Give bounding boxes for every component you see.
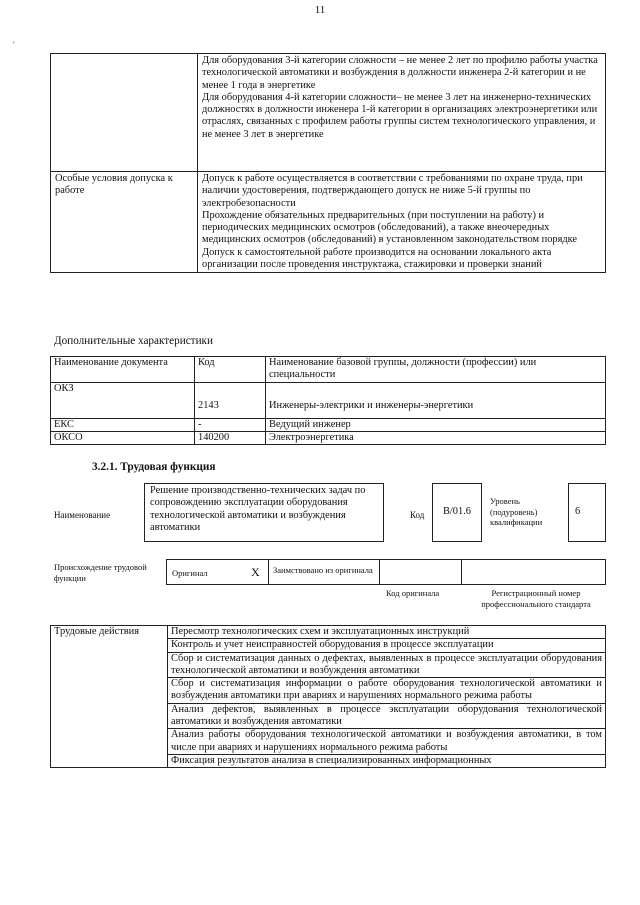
cell: Инженеры-электрики и инженеры-энергетики <box>266 382 606 418</box>
row-content <box>198 54 606 172</box>
row-label <box>51 54 198 172</box>
paragraph: Допуск к работе осуществляется в соответствии с требованиями по охране труда, при наличии удостоверения, подтверждающего допуск не ниже 5-й группы по электробезопасности <box>202 173 583 209</box>
action-cell: Пересмотр технологических схем и эксплуатационных инструкций <box>168 626 606 639</box>
reg-number-box <box>461 559 606 585</box>
header-cell: Код <box>195 357 266 383</box>
paragraph: Для оборудования 3-й категории сложности – не менее 2 лет по профилю работы участка технологической автоматики и возбуждения в должности инженера 2-й категории и не менее 1 года в энергетике <box>202 55 598 91</box>
characteristics-table <box>50 356 606 445</box>
table-row <box>51 54 606 172</box>
row-content <box>198 172 606 273</box>
header-cell: Наименование документа <box>51 357 195 383</box>
cell: Ведущий инженер <box>266 418 606 431</box>
function-code-box: B/01.6 <box>432 483 482 542</box>
action-cell: Контроль и учет неисправностей оборудования в процессе эксплуатации <box>168 639 606 652</box>
level-label: Уровень (подуровень) квалификации <box>490 496 543 527</box>
requirements-table <box>50 53 606 273</box>
cell: 140200 <box>195 431 266 444</box>
original-box <box>166 559 269 585</box>
table-row <box>51 418 606 431</box>
page-number: 11 <box>314 4 326 16</box>
level-value-box: 6 <box>568 483 606 542</box>
table-row <box>51 626 606 639</box>
table-header-row <box>51 357 606 383</box>
name-label: Наименование <box>54 510 111 520</box>
borrowed-label: Заимствовано из оригинала <box>273 565 373 575</box>
origin-label: Происхождение трудовой функции <box>54 562 147 583</box>
paragraph: Допуск к самостоятельной работе производится на основании локального акта организации после проведения инструктажа, стажировки и проверки знаний <box>202 246 552 271</box>
cell: ЕКС <box>51 418 195 431</box>
row-label: Особые условия допуска к работе <box>51 172 198 273</box>
code-original-box <box>379 559 462 585</box>
header-cell: Наименование базовой группы, должности (профессии) или специальности <box>266 357 606 383</box>
action-cell: Фиксация результатов анализа в специализированных информационных <box>168 754 606 767</box>
reg-number-label: Регистрационный номер профессионального стандарта <box>481 588 591 609</box>
function-name-box: Решение производственно-технических задач по сопровождению эксплуатации оборудования технологической автоматики и возбуждения автоматики <box>144 483 384 542</box>
cell: ОКСО <box>51 431 195 444</box>
action-cell: Сбор и систематизация данных о дефектах, выявленных в процессе эксплуатации оборудования технологической автоматики и возбуждения автоматики <box>168 652 606 678</box>
action-cell: Сбор и систематизация информации о работе оборудования технологической автоматики и возбуждения автоматики при авариях и нарушениях нормального режима работы <box>168 678 606 704</box>
cell: Электроэнергетика <box>266 431 606 444</box>
table-row <box>51 382 606 418</box>
code-original-label: Код оригинала <box>386 588 440 598</box>
additional-characteristics-title: Дополнительные характеристики <box>54 335 213 347</box>
margin-mark: ' <box>13 40 15 50</box>
paragraph: Для оборудования 4-й категории сложности– не менее 3 лет на инженерно-технических должностях в должности инженера 1-й категории в организациях электроэнергетики или отраслях, связанных с профилем работы группы систем технологического управления, и не менее 3 лет в энергетике <box>202 91 598 140</box>
cell: 2143 <box>195 382 266 418</box>
cell: - <box>195 418 266 431</box>
action-cell: Анализ работы оборудования технологической автоматики и возбуждения автоматики, в том числе при авариях и нарушениях нормального режима работы <box>168 729 606 755</box>
original-label: Оригинал <box>172 568 208 578</box>
paragraph: Прохождение обязательных предварительных (при поступлении на работу) и периодических медицинских осмотров (обследований), а также внеочередных медицинских осмотров (обследований) в установленном законодательством порядке <box>202 209 578 246</box>
code-label: Код <box>410 510 425 520</box>
original-mark: X <box>251 565 260 579</box>
table-row <box>51 172 606 273</box>
section-title: 3.2.1. Трудовая функция <box>92 461 216 473</box>
labor-actions-table <box>50 625 606 768</box>
action-cell: Анализ дефектов, выявленных в процессе эксплуатации оборудования технологической автоматики и возбуждения автоматики <box>168 703 606 729</box>
row-label: Трудовые действия <box>51 626 168 768</box>
cell: ОКЗ <box>51 382 195 418</box>
table-row <box>51 431 606 444</box>
borrowed-box <box>268 559 380 585</box>
